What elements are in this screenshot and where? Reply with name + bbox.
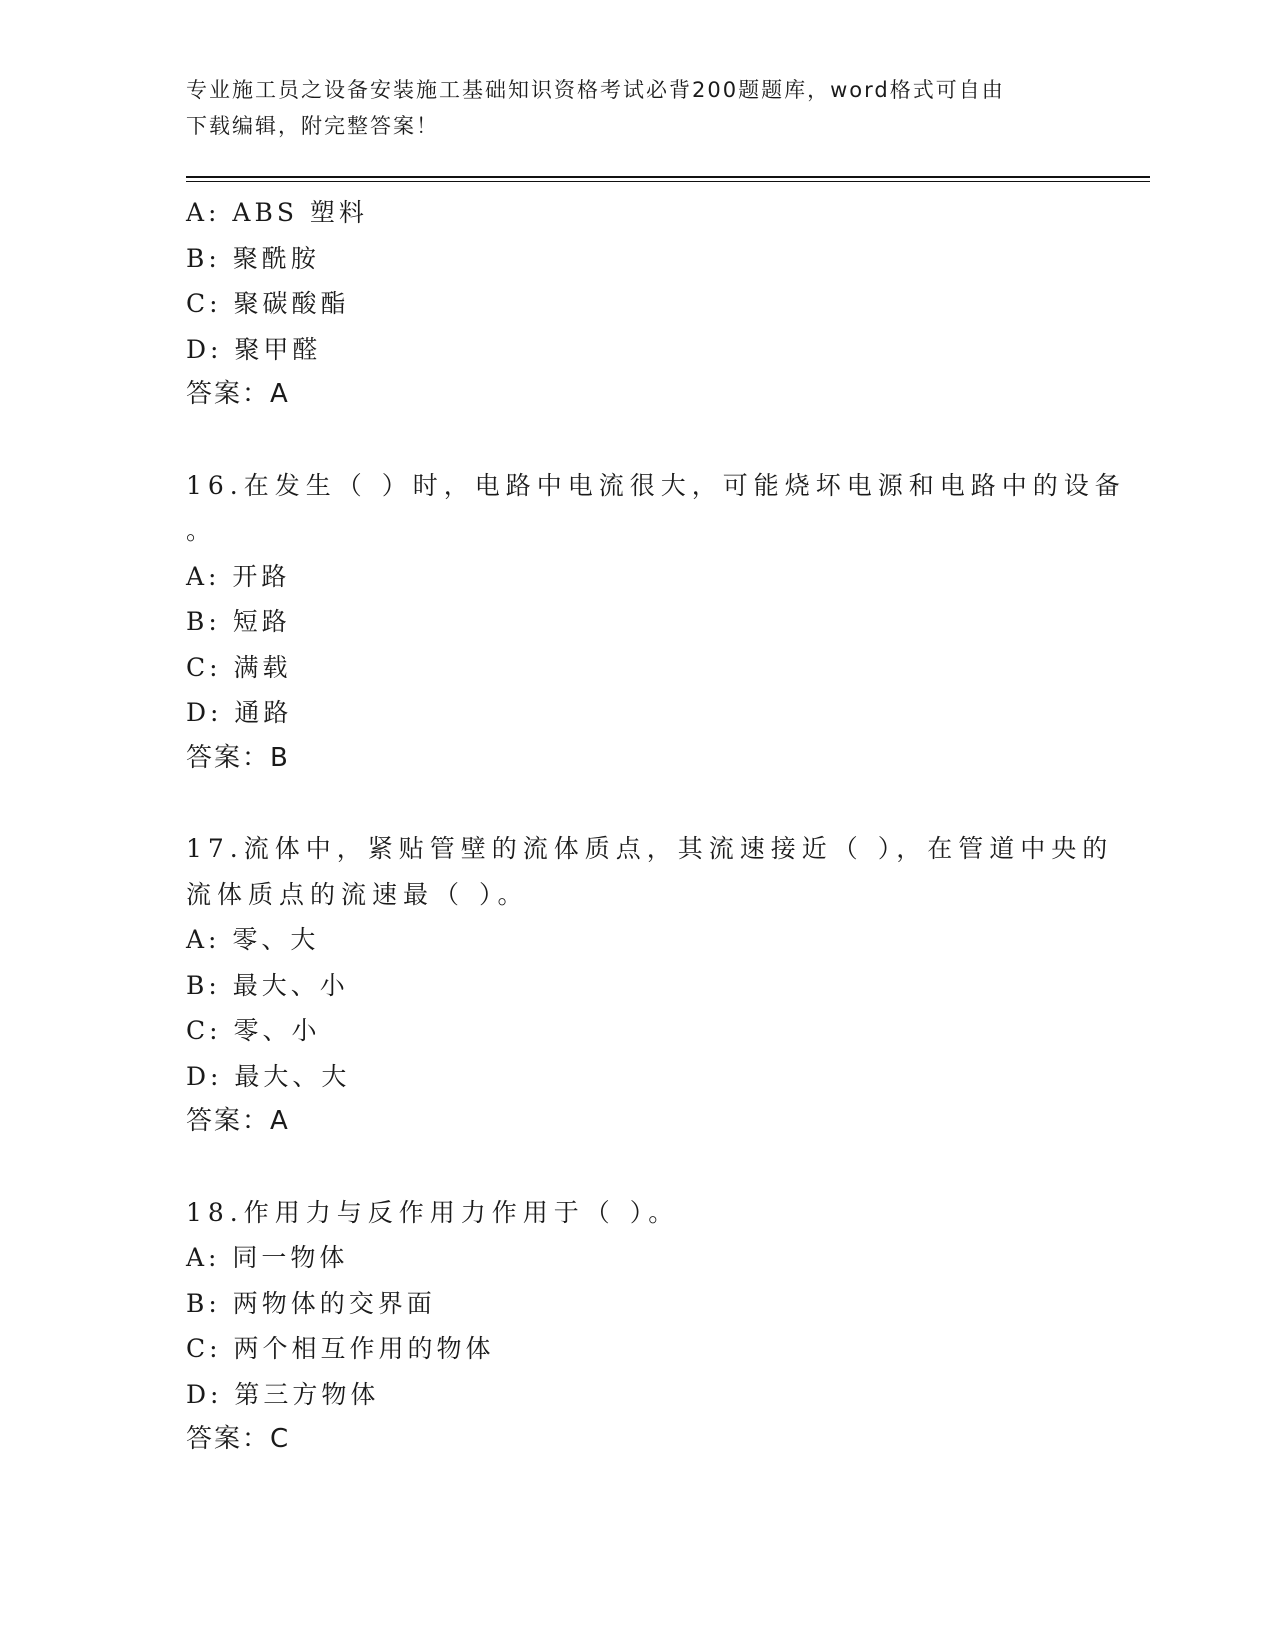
question-text: 17.流体中，紧贴管壁的流体质点，其流速接近（ ），在管道中央的 xyxy=(186,834,1114,863)
option-d: D: 聚甲醛 xyxy=(186,334,322,364)
question-text: 16.在发生（ ）时，电路中电流很大，可能烧坏电源和电路中的设备 xyxy=(186,470,1126,500)
question-list xyxy=(186,190,1126,1463)
question-15 xyxy=(186,190,1066,418)
header-line-2: 下载编辑，附完整答案！ xyxy=(186,114,439,138)
option-d: D: 第三方物体 xyxy=(186,1379,380,1409)
header-line-1: 专业施工员之设备安装施工基础知识资格考试必背200题题库，word格式可自由 xyxy=(186,78,1005,102)
option-a: A: 开路 xyxy=(186,561,291,591)
option-c: C: 聚碳酸酯 xyxy=(186,289,350,318)
option-a: A: 零、大 xyxy=(186,925,320,954)
question-18 xyxy=(186,1190,1066,1463)
option-b: B: 聚酰胺 xyxy=(186,243,320,273)
spacer xyxy=(186,1145,1066,1190)
spacer xyxy=(186,781,1066,826)
document-header xyxy=(186,72,1066,144)
spacer xyxy=(186,418,1066,463)
option-d: D: 通路 xyxy=(186,698,293,727)
answer: 答案：A xyxy=(186,1106,290,1136)
question-text-continued: 流体质点的流速最（ ）。 xyxy=(186,879,529,909)
answer: 答案：A xyxy=(186,379,290,409)
option-b: B: 最大、小 xyxy=(186,970,349,1000)
header-divider-thick xyxy=(186,176,1150,178)
option-c: C: 满载 xyxy=(186,652,292,682)
option-d: D: 最大、大 xyxy=(186,1061,351,1091)
option-c: C: 零、小 xyxy=(186,1016,321,1045)
question-text-continued: 。 xyxy=(186,516,218,545)
option-b: B: 短路 xyxy=(186,607,291,636)
option-a: A: ABS 塑料 xyxy=(186,198,368,227)
answer: 答案：B xyxy=(186,742,290,773)
option-b: B: 两物体的交界面 xyxy=(186,1288,436,1318)
option-a: A: 同一物体 xyxy=(186,1243,349,1272)
question-16 xyxy=(186,463,1126,782)
question-17 xyxy=(186,826,1114,1145)
question-text: 18.作用力与反作用力作用于（ ）。 xyxy=(186,1197,680,1227)
header-divider-thin xyxy=(186,181,1150,182)
answer: 答案：C xyxy=(186,1424,291,1454)
option-c: C: 两个相互作用的物体 xyxy=(186,1334,495,1363)
